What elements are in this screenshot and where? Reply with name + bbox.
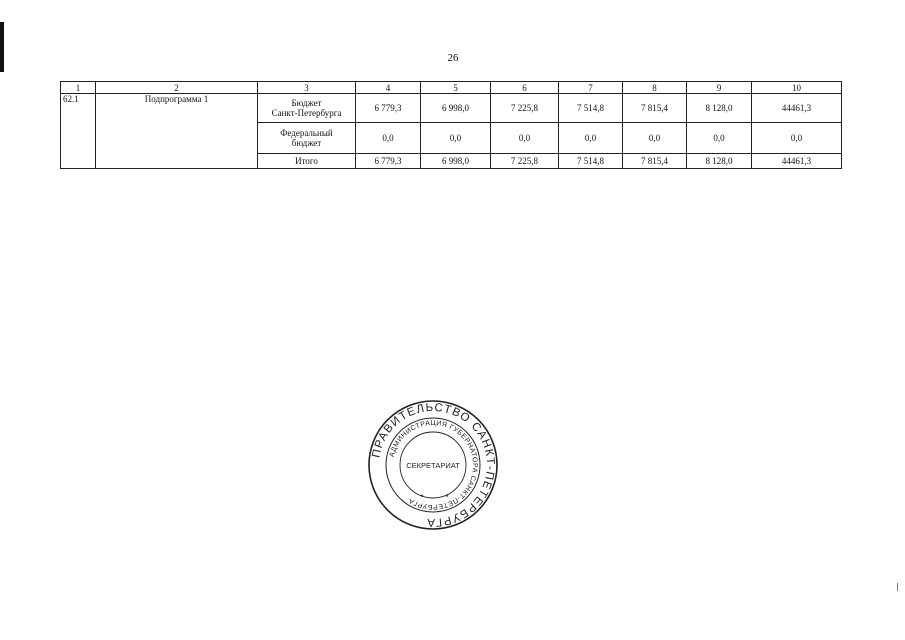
column-header: 2 bbox=[96, 82, 258, 94]
column-header: 1 bbox=[61, 82, 96, 94]
value-cell: 7 225,8 bbox=[491, 94, 559, 123]
total-cell: 44461,3 bbox=[752, 154, 842, 169]
funding-source-cell bbox=[258, 123, 356, 154]
table-header-row bbox=[61, 82, 842, 94]
value-cell: 0,0 bbox=[421, 123, 491, 154]
budget-table bbox=[60, 81, 842, 169]
value-cell: 0,0 bbox=[559, 123, 623, 154]
value-cell: 6 998,0 bbox=[421, 154, 491, 169]
seal-center-text: СЕКРЕТАРИАТ bbox=[406, 461, 460, 470]
official-seal bbox=[367, 399, 499, 531]
seal-inner-textpath: АДМИНИСТРАЦИЯ ГУБЕРНАТОРА САНКТ-ПЕТЕРБУРГА bbox=[388, 419, 479, 511]
seal-graphic bbox=[367, 399, 499, 531]
column-header: 3 bbox=[258, 82, 356, 94]
page-number: 26 bbox=[447, 52, 459, 64]
funding-source-cell: Итого bbox=[258, 154, 356, 169]
column-header: 4 bbox=[356, 82, 421, 94]
seal-outer-textpath: ПРАВИТЕЛЬСТВО САНКТ-ПЕТЕРБУРГА bbox=[370, 401, 497, 529]
value-cell: 6 779,3 bbox=[356, 94, 421, 123]
row-id-cell: 62.1 bbox=[61, 94, 96, 169]
funding-source-line: Бюджет bbox=[291, 98, 322, 108]
star-icon: * bbox=[420, 493, 424, 502]
scan-edge-mark bbox=[0, 22, 4, 72]
value-cell: 0,0 bbox=[491, 123, 559, 154]
column-header: 6 bbox=[491, 82, 559, 94]
column-header: 5 bbox=[421, 82, 491, 94]
value-cell: 6 998,0 bbox=[421, 94, 491, 123]
value-cell: 0,0 bbox=[356, 123, 421, 154]
total-cell: 44461,3 bbox=[752, 94, 842, 123]
funding-source-line: Санкт-Петербурга bbox=[271, 108, 342, 118]
value-cell: 0,0 bbox=[687, 123, 752, 154]
funding-source-line: бюджет bbox=[291, 138, 322, 148]
scan-edge-mark bbox=[897, 583, 898, 591]
value-cell: 7 815,4 bbox=[623, 154, 687, 169]
column-header: 7 bbox=[559, 82, 623, 94]
funding-source-line: Федеральный bbox=[280, 128, 333, 138]
column-header: 9 bbox=[687, 82, 752, 94]
column-header: 8 bbox=[623, 82, 687, 94]
value-cell: 8 128,0 bbox=[687, 154, 752, 169]
value-cell: 0,0 bbox=[623, 123, 687, 154]
value-cell: 7 815,4 bbox=[623, 94, 687, 123]
star-icon: * bbox=[445, 493, 449, 502]
value-cell: 7 225,8 bbox=[491, 154, 559, 169]
funding-source-cell bbox=[258, 94, 356, 123]
value-cell: 7 514,8 bbox=[559, 94, 623, 123]
program-cell: Подпрограмма 1 bbox=[96, 94, 258, 169]
value-cell: 6 779,3 bbox=[356, 154, 421, 169]
value-cell: 8 128,0 bbox=[687, 94, 752, 123]
value-cell: 7 514,8 bbox=[559, 154, 623, 169]
column-header: 10 bbox=[752, 82, 842, 94]
total-cell: 0,0 bbox=[752, 123, 842, 154]
table-row bbox=[61, 94, 842, 123]
